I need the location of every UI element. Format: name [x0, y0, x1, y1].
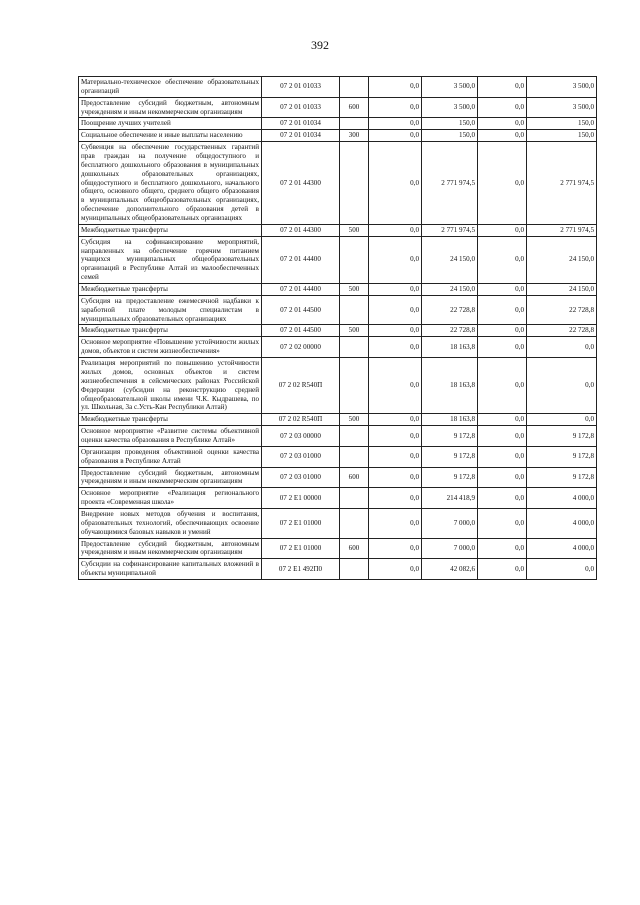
- row-value-1-cell: 0,0: [369, 508, 422, 538]
- row-value-2-cell: 22 728,8: [422, 295, 478, 325]
- row-value-1-cell: 0,0: [369, 97, 422, 118]
- row-value-2-cell: 9 172,8: [422, 467, 478, 488]
- table-row: [79, 284, 597, 296]
- row-value-3-cell: 0,0: [478, 236, 527, 283]
- row-name-cell: Материально-техническое обеспечение образовательных организаций: [79, 77, 262, 98]
- row-value-3-cell: 0,0: [478, 414, 527, 426]
- row-value-4-cell: 2 771 974,5: [527, 142, 597, 225]
- row-value-1-cell: 0,0: [369, 236, 422, 283]
- row-value-1-cell: 0,0: [369, 426, 422, 447]
- row-expense-type-cell: 500: [340, 325, 369, 337]
- row-expense-type-cell: [340, 337, 369, 358]
- row-value-2-cell: 22 728,8: [422, 325, 478, 337]
- table-row: [79, 467, 597, 488]
- row-code-cell: 07 2 01 44300: [262, 142, 340, 225]
- row-value-4-cell: 3 500,0: [527, 97, 597, 118]
- row-expense-type-cell: [340, 358, 369, 414]
- row-code-cell: 07 2 02 R540П: [262, 358, 340, 414]
- row-value-2-cell: 150,0: [422, 130, 478, 142]
- row-value-4-cell: 9 172,8: [527, 467, 597, 488]
- row-expense-type-cell: [340, 426, 369, 447]
- table-row: [79, 77, 597, 98]
- row-value-4-cell: 22 728,8: [527, 295, 597, 325]
- row-value-4-cell: 22 728,8: [527, 325, 597, 337]
- row-value-2-cell: 3 500,0: [422, 77, 478, 98]
- row-expense-type-cell: [340, 77, 369, 98]
- row-value-3-cell: 0,0: [478, 97, 527, 118]
- row-value-3-cell: 0,0: [478, 538, 527, 559]
- row-value-1-cell: 0,0: [369, 446, 422, 467]
- row-value-3-cell: 0,0: [478, 426, 527, 447]
- row-expense-type-cell: 500: [340, 224, 369, 236]
- row-name-cell: Субвенция на обеспечение государственных гарантий прав граждан на получение общедоступного и бесплатного дошкольного образования в муниципальных дошкольных образовательных организациях, общедоступного и бесплатного дошкольного, начального общего, основного общего, среднего общего образования в муниципальных общеобразовательных организациях, обеспечение дополнительного образования детей в муниципальных общеобразовательных организациях: [79, 142, 262, 225]
- row-value-4-cell: 24 150,0: [527, 284, 597, 296]
- row-value-4-cell: 4 000,0: [527, 488, 597, 509]
- row-value-2-cell: 18 163,8: [422, 337, 478, 358]
- row-value-4-cell: 2 771 974,5: [527, 224, 597, 236]
- table-row: [79, 130, 597, 142]
- table-row: [79, 118, 597, 130]
- row-value-3-cell: 0,0: [478, 295, 527, 325]
- row-expense-type-cell: [340, 142, 369, 225]
- row-value-3-cell: 0,0: [478, 446, 527, 467]
- row-value-3-cell: 0,0: [478, 118, 527, 130]
- row-value-1-cell: 0,0: [369, 358, 422, 414]
- table-body: [79, 77, 597, 580]
- row-name-cell: Субсидия на предоставление ежемесячной надбавки к заработной плате молодым специалистам в муниципальных образовательных организациях: [79, 295, 262, 325]
- row-code-cell: 07 2 E1 01000: [262, 538, 340, 559]
- row-value-1-cell: 0,0: [369, 130, 422, 142]
- row-code-cell: 07 2 02 00000: [262, 337, 340, 358]
- budget-table: [78, 76, 597, 580]
- row-value-2-cell: 2 771 974,5: [422, 224, 478, 236]
- row-expense-type-cell: [340, 118, 369, 130]
- row-value-4-cell: 150,0: [527, 130, 597, 142]
- row-expense-type-cell: 600: [340, 467, 369, 488]
- table-row: [79, 295, 597, 325]
- row-value-1-cell: 0,0: [369, 337, 422, 358]
- row-expense-type-cell: 600: [340, 97, 369, 118]
- table-row: [79, 224, 597, 236]
- table-row: [79, 426, 597, 447]
- table-row: [79, 97, 597, 118]
- table-row: [79, 559, 597, 580]
- row-value-3-cell: 0,0: [478, 224, 527, 236]
- row-code-cell: 07 2 03 01000: [262, 467, 340, 488]
- row-code-cell: 07 2 01 44500: [262, 325, 340, 337]
- row-value-4-cell: 9 172,8: [527, 426, 597, 447]
- row-name-cell: Межбюджетные трансферты: [79, 414, 262, 426]
- row-name-cell: Поощрение лучших учителей: [79, 118, 262, 130]
- table-row: [79, 325, 597, 337]
- row-value-3-cell: 0,0: [478, 358, 527, 414]
- table-row: [79, 142, 597, 225]
- row-value-3-cell: 0,0: [478, 508, 527, 538]
- row-expense-type-cell: [340, 488, 369, 509]
- row-code-cell: 07 2 01 01033: [262, 77, 340, 98]
- table-row: [79, 508, 597, 538]
- row-value-1-cell: 0,0: [369, 77, 422, 98]
- row-name-cell: Организация проведения объективной оценки качества образования в Республике Алтай: [79, 446, 262, 467]
- row-value-4-cell: 0,0: [527, 358, 597, 414]
- row-code-cell: 07 2 E1 492П0: [262, 559, 340, 580]
- row-value-2-cell: 7 000,0: [422, 508, 478, 538]
- row-value-3-cell: 0,0: [478, 142, 527, 225]
- row-value-2-cell: 9 172,8: [422, 426, 478, 447]
- row-value-3-cell: 0,0: [478, 130, 527, 142]
- row-expense-type-cell: 600: [340, 538, 369, 559]
- row-value-2-cell: 18 163,8: [422, 414, 478, 426]
- row-expense-type-cell: 500: [340, 284, 369, 296]
- row-code-cell: 07 2 03 00000: [262, 426, 340, 447]
- row-value-2-cell: 9 172,8: [422, 446, 478, 467]
- row-value-3-cell: 0,0: [478, 284, 527, 296]
- row-value-4-cell: 4 000,0: [527, 508, 597, 538]
- row-expense-type-cell: [340, 559, 369, 580]
- row-expense-type-cell: 500: [340, 414, 369, 426]
- row-name-cell: Основное мероприятие «Реализация регионального проекта «Современная школа»: [79, 488, 262, 509]
- row-value-2-cell: 42 082,6: [422, 559, 478, 580]
- row-code-cell: 07 2 E1 00000: [262, 488, 340, 509]
- row-code-cell: 07 2 E1 01000: [262, 508, 340, 538]
- row-value-3-cell: 0,0: [478, 559, 527, 580]
- table-row: [79, 488, 597, 509]
- row-value-3-cell: 0,0: [478, 488, 527, 509]
- row-name-cell: Межбюджетные трансферты: [79, 284, 262, 296]
- table-row: [79, 337, 597, 358]
- row-value-2-cell: 24 150,0: [422, 284, 478, 296]
- row-code-cell: 07 2 01 44400: [262, 236, 340, 283]
- row-expense-type-cell: [340, 295, 369, 325]
- row-value-1-cell: 0,0: [369, 559, 422, 580]
- table-row: [79, 538, 597, 559]
- row-value-2-cell: 150,0: [422, 118, 478, 130]
- row-value-4-cell: 3 500,0: [527, 77, 597, 98]
- row-value-4-cell: 9 172,8: [527, 446, 597, 467]
- row-name-cell: Предоставление субсидий бюджетным, автономным учреждениям и иным некоммерческим организациям: [79, 467, 262, 488]
- row-value-1-cell: 0,0: [369, 142, 422, 225]
- row-code-cell: 07 2 01 44300: [262, 224, 340, 236]
- table-row: [79, 446, 597, 467]
- row-value-1-cell: 0,0: [369, 414, 422, 426]
- row-value-4-cell: 0,0: [527, 559, 597, 580]
- row-value-2-cell: 7 000,0: [422, 538, 478, 559]
- row-value-3-cell: 0,0: [478, 77, 527, 98]
- row-value-2-cell: 2 771 974,5: [422, 142, 478, 225]
- row-value-4-cell: 24 150,0: [527, 236, 597, 283]
- row-code-cell: 07 2 02 R540П: [262, 414, 340, 426]
- row-value-1-cell: 0,0: [369, 295, 422, 325]
- row-name-cell: Внедрение новых методов обучения и воспитания, образовательных технологий, обеспечивающих освоение обучающимися базовых навыков и умений: [79, 508, 262, 538]
- row-expense-type-cell: 300: [340, 130, 369, 142]
- row-code-cell: 07 2 01 44500: [262, 295, 340, 325]
- row-value-2-cell: 3 500,0: [422, 97, 478, 118]
- row-code-cell: 07 2 01 01033: [262, 97, 340, 118]
- row-value-1-cell: 0,0: [369, 467, 422, 488]
- row-value-2-cell: 18 163,8: [422, 358, 478, 414]
- row-value-1-cell: 0,0: [369, 224, 422, 236]
- row-code-cell: 07 2 01 44400: [262, 284, 340, 296]
- row-value-2-cell: 214 418,9: [422, 488, 478, 509]
- row-value-4-cell: 4 000,0: [527, 538, 597, 559]
- row-value-4-cell: 150,0: [527, 118, 597, 130]
- row-value-2-cell: 24 150,0: [422, 236, 478, 283]
- row-expense-type-cell: [340, 508, 369, 538]
- page-number: 392: [311, 38, 329, 52]
- row-name-cell: Предоставление субсидий бюджетным, автономным учреждениям и иным некоммерческим организациям: [79, 97, 262, 118]
- table-row: [79, 358, 597, 414]
- row-value-4-cell: 0,0: [527, 414, 597, 426]
- row-name-cell: Реализация мероприятий по повышению устойчивости жилых домов, основных объектов и систем жизнеобеспечения в сейсмических районах Российской Федерации (субсидии на реконструкцию средней общеобразовательной школы имени Ч.К. Кыдрашева, по ул. Школьная, 3а с.Усть-Кан Республики Алтай): [79, 358, 262, 414]
- row-value-4-cell: 0,0: [527, 337, 597, 358]
- row-name-cell: Предоставление субсидий бюджетным, автономным учреждениям и иным некоммерческим организациям: [79, 538, 262, 559]
- row-name-cell: Основное мероприятие «Развитие системы объективной оценки качества образования в Республике Алтай»: [79, 426, 262, 447]
- row-expense-type-cell: [340, 236, 369, 283]
- row-name-cell: Межбюджетные трансферты: [79, 325, 262, 337]
- row-value-1-cell: 0,0: [369, 284, 422, 296]
- row-name-cell: Социальное обеспечение и иные выплаты населению: [79, 130, 262, 142]
- row-value-1-cell: 0,0: [369, 325, 422, 337]
- row-value-1-cell: 0,0: [369, 488, 422, 509]
- row-name-cell: Субсидия на софинансирование мероприятий, направленных на обеспечение горячим питанием учащихся муниципальных общеобразовательных организаций в Республике Алтай из малообеспеченных семей: [79, 236, 262, 283]
- table-row: [79, 236, 597, 283]
- row-expense-type-cell: [340, 446, 369, 467]
- row-code-cell: 07 2 01 01034: [262, 130, 340, 142]
- row-value-1-cell: 0,0: [369, 118, 422, 130]
- row-value-3-cell: 0,0: [478, 325, 527, 337]
- row-name-cell: Межбюджетные трансферты: [79, 224, 262, 236]
- row-code-cell: 07 2 03 01000: [262, 446, 340, 467]
- row-code-cell: 07 2 01 01034: [262, 118, 340, 130]
- row-value-3-cell: 0,0: [478, 337, 527, 358]
- row-value-1-cell: 0,0: [369, 538, 422, 559]
- row-name-cell: Субсидии на софинансирование капитальных вложений в объекты муниципальной: [79, 559, 262, 580]
- table-row: [79, 414, 597, 426]
- row-name-cell: Основное мероприятие «Повышение устойчивости жилых домов, объектов и систем жизнеобеспечения»: [79, 337, 262, 358]
- row-value-3-cell: 0,0: [478, 467, 527, 488]
